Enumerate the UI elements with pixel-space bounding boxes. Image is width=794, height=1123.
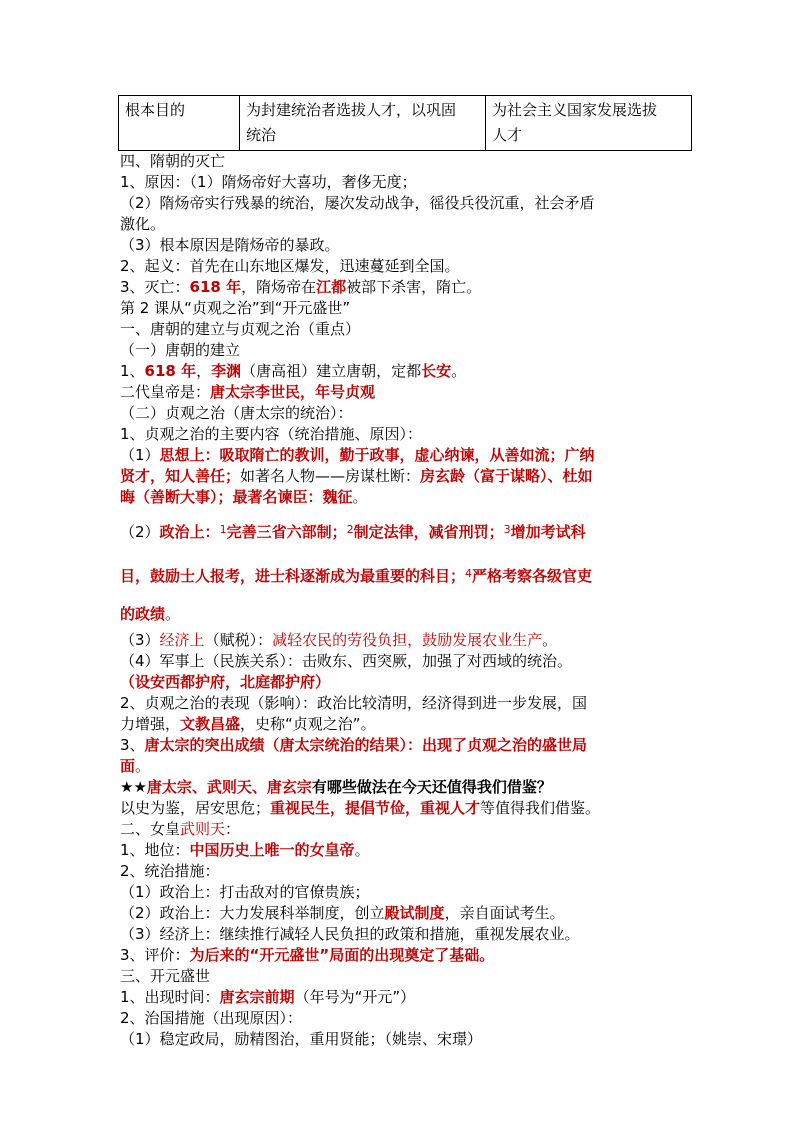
text-line (120, 598, 680, 630)
text-span: 3、评价： (120, 946, 190, 964)
text-span: 。 (352, 488, 368, 506)
lesson-title: 第 2 课从“贞观之治”到“开元盛世” (120, 299, 351, 317)
table-cell-ancient (240, 96, 486, 151)
cell-text: 为封建统治者选拔人才，以巩固 (246, 101, 457, 119)
text-line: （1）政治上：打击敌对的官僚贵族； (120, 883, 370, 901)
text-line (120, 277, 680, 298)
highlight-line: （设安西都护府，北庭都护府） (120, 673, 331, 691)
subsection-heading: （一）唐朝的建立 (120, 341, 241, 359)
text-line: 2、统治措施： (120, 862, 220, 880)
highlight-text: 唐玄宗前期 (219, 988, 295, 1006)
text-line: 激化。 (120, 215, 166, 233)
highlight-text: 中国历史上唯一的女皇帝 (189, 841, 355, 859)
text-line: （1）稳定政局，励精图治，重用贤能；（姚崇、宋璟） (120, 1030, 483, 1048)
text-span: 3、灭亡： (120, 278, 190, 296)
item-number: 1 (219, 523, 227, 536)
question-line (120, 777, 680, 798)
text-span: 二代皇帝是： (120, 383, 211, 401)
highlight-text: 思想上：吸取隋亡的教训，勤于政事，虚心纳谏，从善如流；广纳 (159, 446, 595, 464)
text-span: ，隋炀帝在 (241, 278, 317, 296)
text-line (120, 840, 680, 861)
text-line (120, 903, 680, 924)
text-line (120, 714, 680, 735)
text-span: 。 (354, 841, 370, 859)
text-span: ： (225, 820, 241, 838)
highlight-text: 完善三省六部制； (226, 523, 347, 541)
text-span: 二、女皇 (120, 820, 181, 838)
text-span: （3） (120, 631, 160, 649)
item-number: 4 (465, 567, 473, 580)
text-line (120, 554, 680, 598)
highlight-text: 唐太宗、武则天、唐玄宗 (146, 778, 312, 796)
highlight-text: 唐太宗的突出成绩（唐太宗统治的结果）：出现了贞观之治的盛世局 (144, 736, 588, 754)
section-heading: 一、唐朝的建立与贞观之治（重点） (120, 320, 361, 338)
text-span: 1、 (120, 362, 145, 380)
text-span: （赋税）： (204, 631, 273, 649)
text-span: ，史称“贞观之治”。 (240, 715, 376, 733)
text-line (120, 382, 680, 403)
table-row (119, 96, 692, 151)
highlight-text: 重视民生，提倡节俭，重视人才 (270, 799, 481, 817)
text-span: （2） (120, 523, 160, 541)
text-span: 。 (451, 362, 467, 380)
section-heading (120, 819, 680, 840)
text-span: ，亲自面试考生。 (444, 904, 565, 922)
highlight-text: 增加考试科 (510, 523, 586, 541)
highlight-text: 减轻农民的劳役负担，鼓励发展农业生产 (272, 631, 543, 649)
highlight-text: 严格考察各级官吏 (472, 567, 593, 585)
star-icon: ★★ (120, 778, 147, 796)
highlight-text: 李渊 (211, 362, 242, 380)
highlight-text: 618 年 (144, 362, 197, 380)
highlight-text: 晦（善断大事）；最著名谏臣：魏征 (120, 488, 353, 506)
section-heading: 三、开元盛世 (120, 967, 211, 985)
comparison-table-fragment (118, 95, 692, 151)
text-line (120, 630, 680, 651)
text-line (120, 466, 680, 487)
cell-text: 根本目的 (125, 101, 186, 119)
text-line: 2、治国措施（出现原因）： (120, 1009, 303, 1027)
text-line: 2、贞观之治的表现（影响）：政治比较清明，经济得到进一步发展，国 (120, 694, 588, 712)
text-line (120, 445, 680, 466)
cell-text: 统治 (246, 126, 277, 144)
item-number: 2 (346, 523, 354, 536)
item-number: 3 (503, 523, 511, 536)
text-line: 1、贞观之治的主要内容（统治措施、原因）： (120, 425, 423, 443)
highlight-text: 为后来的“开元盛世”局面的出现奠定了基础。 (189, 946, 495, 964)
subsection-heading: （二）贞观之治（唐太宗的统治）： (120, 404, 353, 422)
text-span: 。 (542, 631, 558, 649)
text-line: （3）根本原因是隋炀帝的暴政。 (120, 236, 340, 254)
highlight-text: 经济上 (159, 631, 205, 649)
text-line (120, 361, 680, 382)
table-cell-modern (486, 96, 692, 151)
text-span: （1） (120, 446, 160, 464)
highlight-text: 房玄龄（富于谋略）、杜如 (420, 467, 593, 485)
text-span: 如著名人物——房谋杜断： (240, 467, 421, 485)
text-line (120, 756, 680, 777)
highlight-text: 目，鼓励士人报考，进士科逐渐成为最重要的科目； (120, 567, 466, 585)
text-span: （年号为“开元”） (294, 988, 416, 1006)
text-line: （3）经济上：继续推行减轻人民负担的政策和措施，重视发展农业。 (120, 925, 580, 943)
text-span: 力增强， (120, 715, 181, 733)
text-span: （2）政治上：大力发展科举制度，创立 (120, 904, 385, 922)
highlight-text: 唐太宗李世民，年号贞观 (210, 383, 376, 401)
text-span: 1、出现时间： (120, 988, 220, 1006)
text-span: ， (196, 362, 212, 380)
highlight-text: 武则天 (180, 820, 226, 838)
text-span: 有哪些做法在今天还值得我们借鉴？ (311, 778, 552, 796)
highlight-text: 殿试制度 (384, 904, 445, 922)
text-span: 。 (165, 605, 181, 623)
highlight-text: 长安 (421, 362, 452, 380)
text-span: 以史为鉴，居安思危； (120, 799, 271, 817)
text-line (120, 735, 680, 756)
text-line (120, 987, 680, 1008)
text-span: 1、地位： (120, 841, 190, 859)
highlight-text: 面 (120, 757, 136, 775)
text-line (120, 487, 680, 508)
cell-text: 为社会主义国家发展选拔 (492, 101, 658, 119)
text-line (120, 798, 680, 819)
text-line: （2）隋炀帝实行残暴的统治，屡次发动战争，徭役兵役沉重，社会矛盾 (120, 194, 595, 212)
text-line (120, 510, 680, 554)
table-cell-label (119, 96, 240, 151)
text-line (120, 945, 680, 966)
cell-text: 人才 (492, 126, 523, 144)
text-line: 1、原因：（1）隋炀帝好大喜功，奢侈无度； (120, 173, 417, 191)
text-span: 等值得我们借鉴。 (480, 799, 601, 817)
highlight-text: 贤才，知人善任； (120, 467, 241, 485)
highlight-text: 文教昌盛 (180, 715, 241, 733)
highlight-text: 618 年 (189, 278, 242, 296)
text-line: 2、起义：首先在山东地区爆发，迅速蔓延到全国。 (120, 257, 460, 275)
text-span: 被部下杀害，隋亡。 (346, 278, 482, 296)
text-span: 3、 (120, 736, 145, 754)
notes-body (120, 151, 680, 1050)
text-line: （4）军事上（民族关系）：击败东、西突厥，加强了对西域的统治。 (120, 652, 573, 670)
highlight-text: 制定法律，减省刑罚； (353, 523, 504, 541)
highlight-text: 江都 (316, 278, 347, 296)
text-span: 。 (135, 757, 151, 775)
text-span: （唐高祖）建立唐朝，定都 (241, 362, 422, 380)
highlight-text: 的政绩 (120, 605, 166, 623)
highlight-text: 政治上： (159, 523, 220, 541)
section-heading: 四、隋朝的灭亡 (120, 152, 226, 170)
